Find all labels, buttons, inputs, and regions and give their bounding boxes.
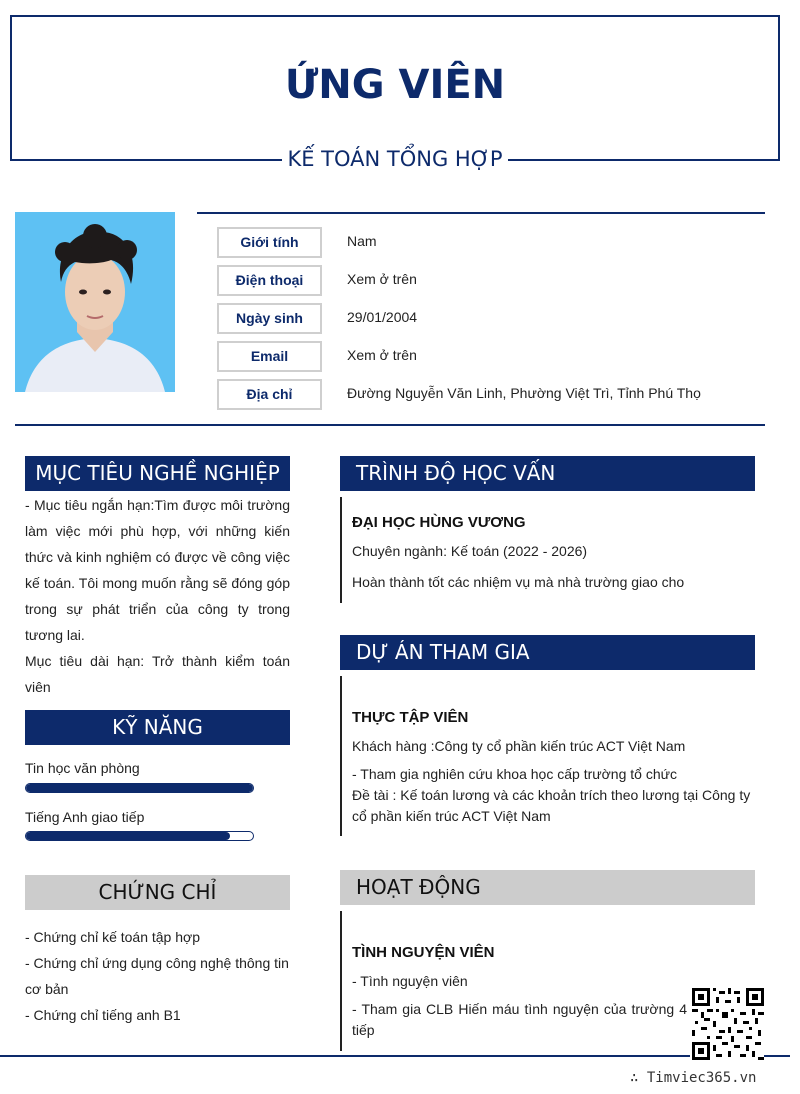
activity-item: - Tham gia CLB Hiến máu tình nguyện của trường 4 tiếp [352, 1001, 687, 1038]
objective-short-term: - Mục tiêu ngắn hạn:Tìm được môi trường làm việc mới phù hợp, với những kiến thức và kinh nghiệm có được về công việc kế toán. Tôi mong muốn rằng sẽ đóng góp trong sự phát triển của công ty trong tương lai. [25, 497, 290, 643]
certificates-heading: CHỨNG CHỈ [25, 875, 290, 910]
profile-photo [15, 212, 175, 392]
certificate-item: - Chứng chỉ kế toán tập hợp [25, 929, 200, 945]
certificate-item: - Chứng chỉ tiếng anh B1 [25, 1007, 181, 1023]
footer-rule-end [764, 1055, 790, 1057]
objective-heading: MỤC TIÊU NGHỀ NGHIỆP [25, 456, 290, 491]
skill-bar [25, 831, 254, 841]
timviec365-logo: ∴ Timviec365.vn [630, 1070, 757, 1086]
education-timeline [340, 497, 342, 603]
skill-fill [26, 784, 253, 792]
projects-heading: DỰ ÁN THAM GIA [340, 635, 755, 670]
email-label: Email [217, 341, 322, 372]
project-topic: Đề tài : Kế toán lương và các khoản trích theo lương tại Công ty cổ phần kiến trúc ACT Việt Nam [352, 787, 751, 824]
education-description: Hoàn thành tốt các nhiệm vụ mà nhà trường giao cho [352, 574, 685, 590]
objective-long-term: Mục tiêu dài hạn: Trở thành kiểm toán viên [25, 653, 290, 695]
phone-label: Điện thoại [217, 265, 322, 296]
footer-rule-right [340, 1055, 690, 1057]
birthdate-label: Ngày sinh [217, 303, 322, 334]
education-heading: TRÌNH ĐỘ HỌC VẤN [340, 456, 755, 491]
skills-heading: KỸ NĂNG [25, 710, 290, 745]
address-label: Địa chỉ [217, 379, 322, 410]
phone-value: Xem ở trên [347, 271, 417, 287]
skill-bar [25, 783, 254, 793]
email-value: Xem ở trên [347, 347, 417, 363]
qr-code [692, 988, 764, 1060]
footer-rule [0, 1055, 340, 1057]
projects-timeline [340, 676, 342, 836]
activity-item: - Tình nguyện viên [352, 973, 468, 989]
skill-fill [26, 832, 230, 840]
job-title: KẾ TOÁN TỔNG HỢP [282, 145, 508, 175]
skill-name: Tiếng Anh giao tiếp [25, 809, 145, 825]
activities-timeline [340, 911, 342, 1051]
info-bottom-rule [15, 424, 765, 426]
gender-value: Nam [347, 233, 377, 249]
address-value: Đường Nguyễn Văn Linh, Phường Việt Trì, Tỉnh Phú Thọ [347, 385, 701, 401]
education-major: Chuyên ngành: Kế toán (2022 - 2026) [352, 543, 588, 559]
candidate-name: ỨNG VIÊN [284, 62, 506, 108]
certificate-item: - Chứng chỉ ứng dụng công nghệ thông tin cơ bản [25, 955, 289, 997]
activities-heading: HOẠT ĐỘNG [340, 870, 755, 905]
project-description: - Tham gia nghiên cứu khoa học cấp trường tổ chức [352, 766, 677, 782]
project-client: Khách hàng :Công ty cổ phần kiến trúc ACT Việt Nam [352, 738, 686, 754]
education-school: ĐẠI HỌC HÙNG VƯƠNG [352, 514, 526, 531]
skill-name: Tin học văn phòng [25, 760, 140, 776]
activity-role: TÌNH NGUYỆN VIÊN [352, 944, 495, 961]
project-role: THỰC TẬP VIÊN [352, 709, 469, 726]
info-top-rule [197, 212, 765, 214]
birthdate-value: 29/01/2004 [347, 309, 418, 325]
gender-label: Giới tính [217, 227, 322, 258]
